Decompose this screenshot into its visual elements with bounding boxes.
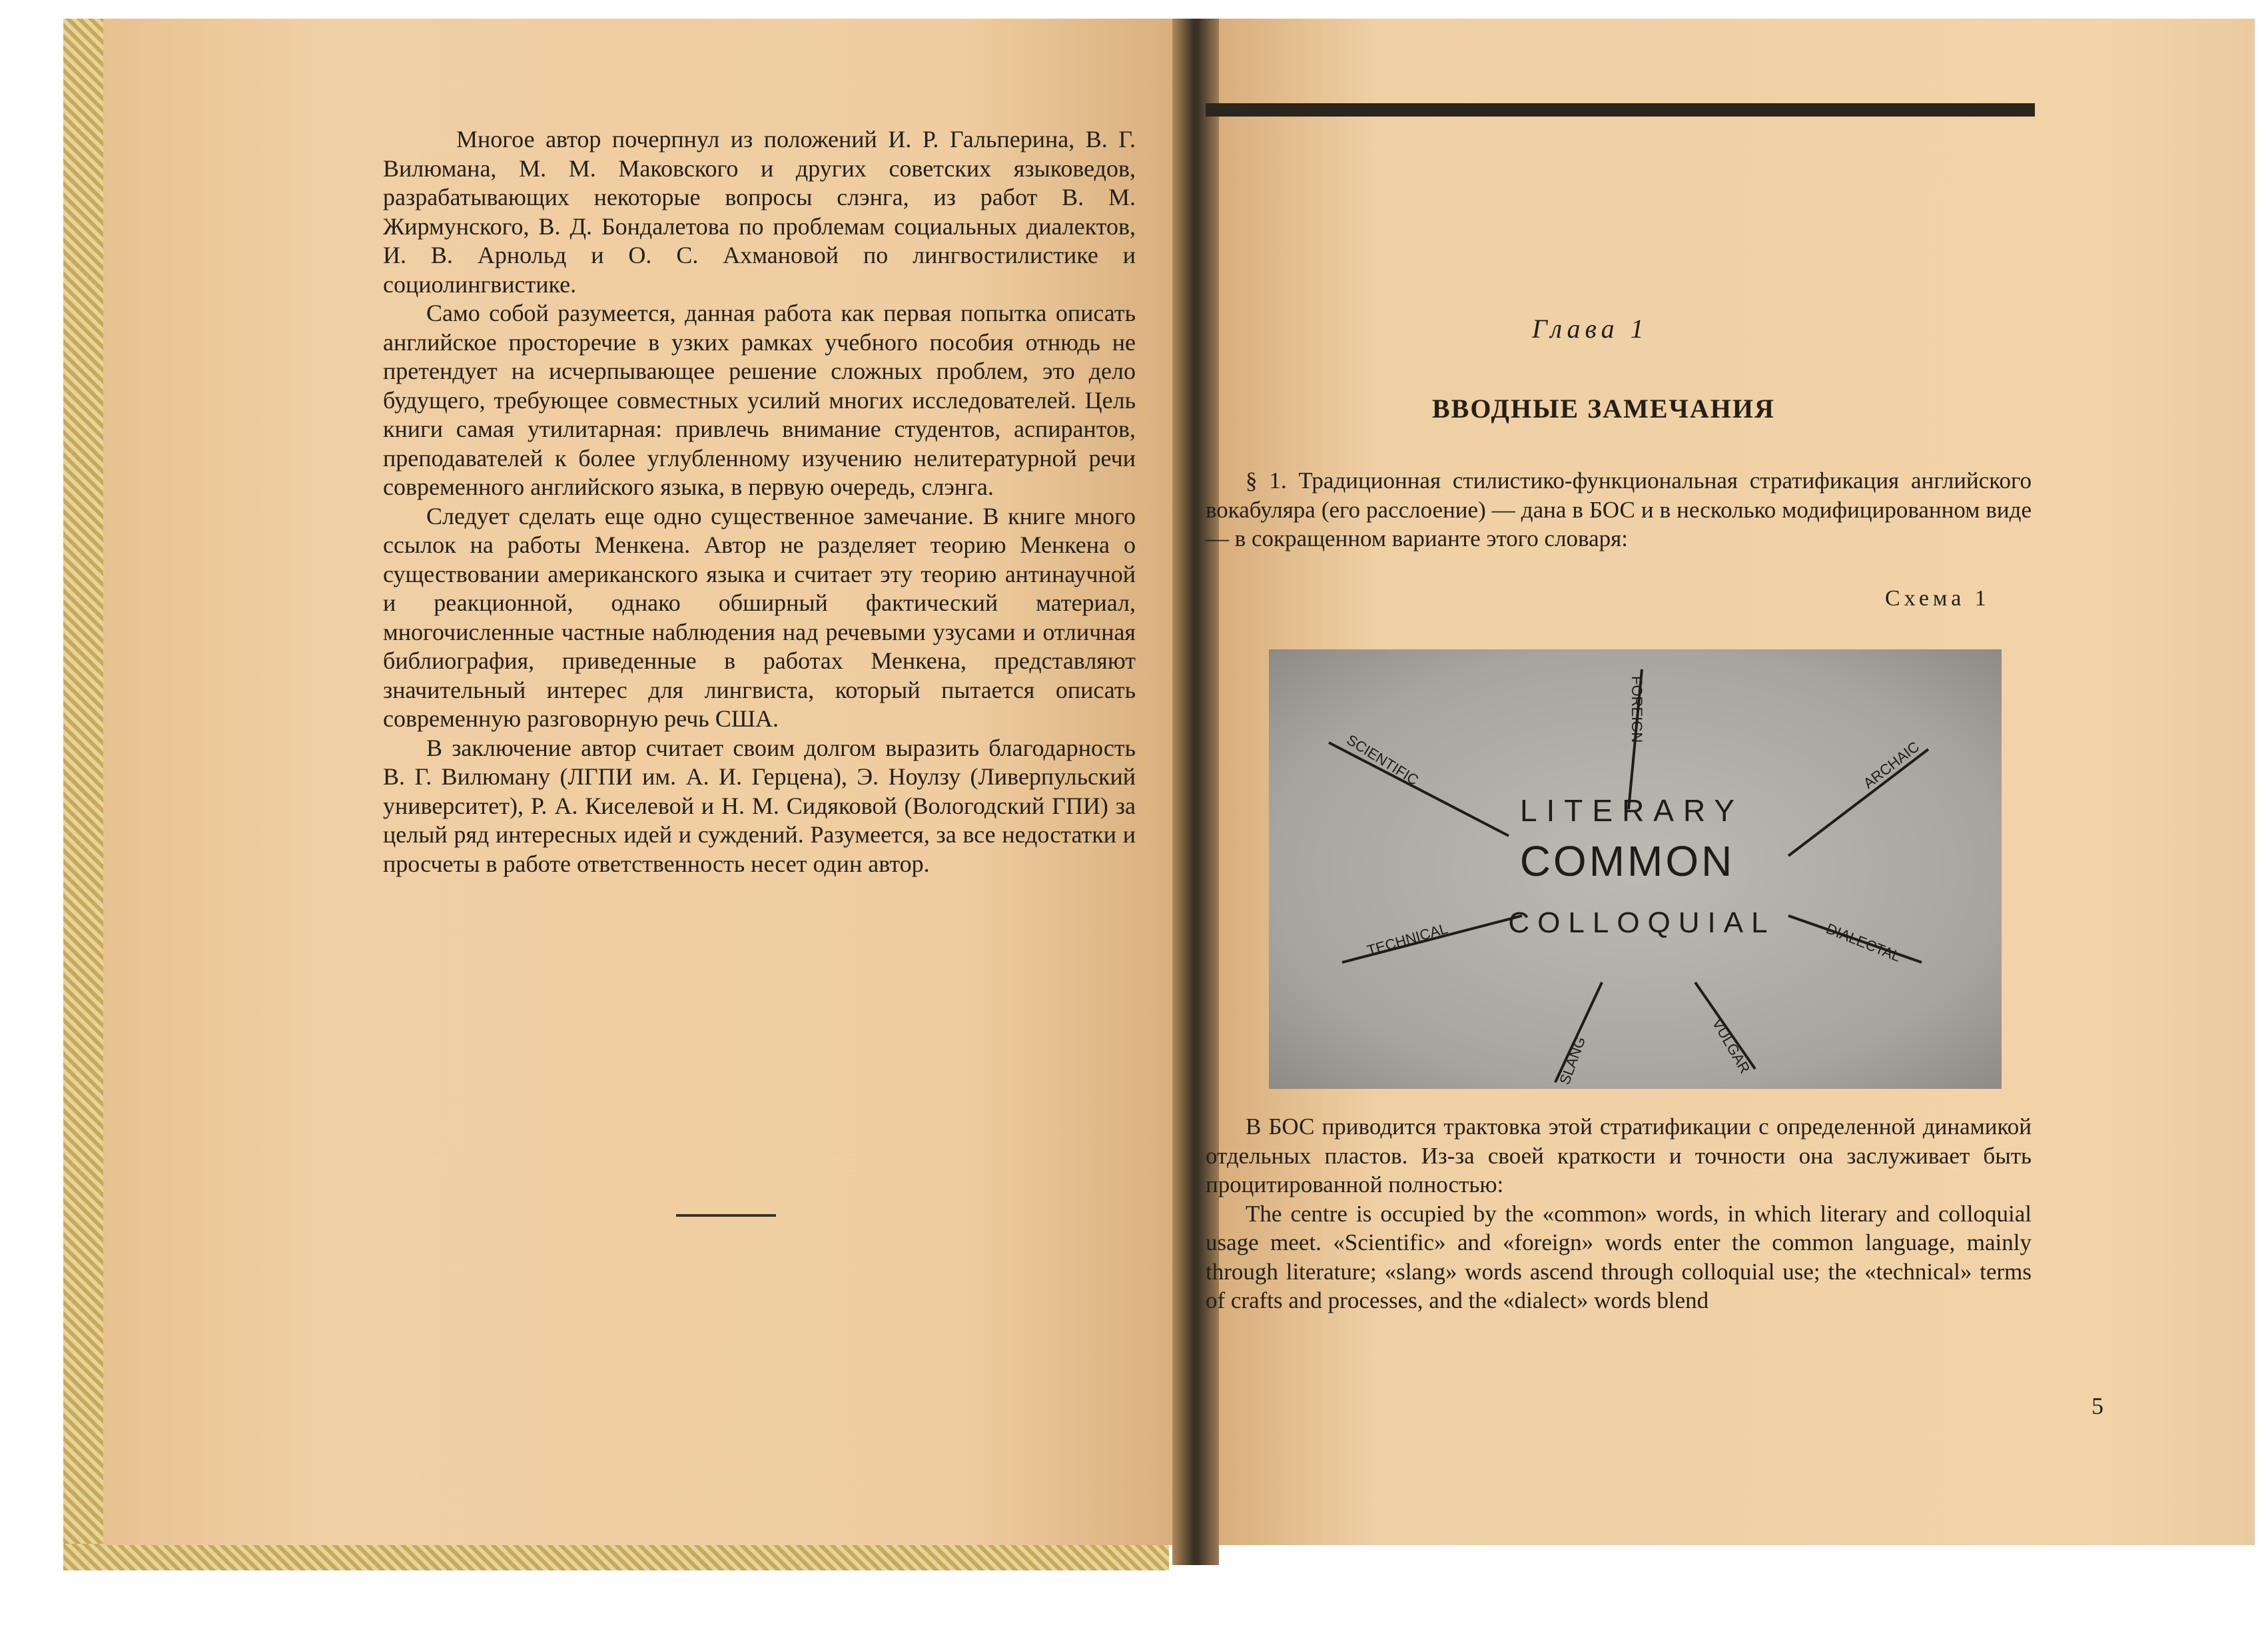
label-ray: VULGAR xyxy=(1708,1016,1754,1076)
label-ray: TECHNICAL xyxy=(1365,920,1450,959)
book-gutter xyxy=(1172,19,1219,1565)
header-rule xyxy=(1206,103,2035,117)
paragraph: Само собой разумеется, данная работа как первая попытка описать английское просторечие в узких рамках учебного пособия отнюдь не претендует на исчерпывающее решение сложных проблем, это дело будущего, требующее совместных усилий многих исследователей. Цель книги самая утилитарная: привлечь внимание студентов, аспирантов, преподавателей к более углубленному изучению нелитературной речи современного английского языка, в первую очередь, слэнга. xyxy=(383,300,1136,500)
stratification-diagram xyxy=(1269,649,2002,1089)
paragraph: Многое автор почерпнул из положений И. Р. Гальперина, В. Г. Вилюмана, М. М. Маковского и других советских языковедов, разрабатывающих некоторые вопросы слэнга, из работ В. М. Жирмунского, В. Д. Бондалетова по проблемам социальных диалектов, И. В. Арнольд и О. С. Ахмановой по лингвостилистике и социолингвистике. xyxy=(383,126,1136,298)
chapter-heading: ВВОДНЫЕ ЗАМЕЧАНИЯ xyxy=(1432,394,1775,424)
chapter-title: Глава 1 xyxy=(1532,314,1649,344)
paragraph: § 1. Традиционная стилистико-функциональная стратификация английского вокабуляра (его расслоение) — дана в БОС и в несколько модифицированном виде — в сокращенном варианте этого словаря: xyxy=(1206,468,2032,551)
label-center: COMMON xyxy=(1519,837,1735,885)
intro-text xyxy=(1206,466,2032,553)
body-text xyxy=(1206,1112,2032,1315)
label-upper: LITERARY xyxy=(1519,793,1744,828)
label-lower: COLLOQUIAL xyxy=(1508,906,1776,939)
left-page-text xyxy=(383,125,1136,878)
paragraph: The centre is occupied by the «common» words, in which literary and colloquial usage meet. «Scientific» and «foreign» words enter the common language, mainly through literature; «slang» words ascend through colloquial use; the «technical» terms of crafts and processes, and the «dialect» words blend xyxy=(1206,1200,2032,1313)
ray-scientific xyxy=(1329,743,1509,836)
paragraph: В БОС приводится трактовка этой стратификации с определенной динамикой отдельных пластов. Из-за своей краткости и точности она заслуживает быть процитированной полностью: xyxy=(1206,1114,2032,1197)
ray-archaic xyxy=(1788,749,1928,856)
left-page xyxy=(103,19,1172,1545)
page-number: 5 xyxy=(2091,1393,2103,1419)
section-end-rule xyxy=(676,1214,776,1217)
label-ray: ARCHAIC xyxy=(1860,738,1923,792)
label-ray: DIALECTAL xyxy=(1824,920,1904,965)
label-ray: SLANG xyxy=(1556,1034,1589,1087)
cover-edge xyxy=(63,19,105,1565)
paragraph: В заключение автор считает своим долгом выразить благодарность В. Г. Вилюману (ЛГПИ им. А. И. Герцена), Э. Ноулзу (Ливерпульский университет), Р. А. Киселевой и Н. М. Сидяковой (Вологодский ГПИ) за целый ряд интересных идей и суждений. Разумеется, за все недостатки и просчеты в работе ответственность несет один автор. xyxy=(383,734,1136,877)
label-ray: FOREIGN xyxy=(1629,676,1645,743)
schema-label: Схема 1 xyxy=(1885,586,1990,611)
paragraph: Следует сделать еще одно существенное замечание. В книге много ссылок на работы Менкена. Автор не разделяет теорию Менкена о существовании американского языка и считает эту теорию антинаучной и реакционной, однако обширный фактический материал, многочисленные частные наблюдения над речевыми узусами и отличная библиография, приведенные в работах Менкена, представляют значительный интерес для лингвиста, который пытается описать современную разговорную речь США. xyxy=(383,502,1136,732)
diagram-svg xyxy=(1269,649,2002,1089)
cover-bottom-edge xyxy=(63,1544,1169,1570)
label-ray: SCIENTIFIC xyxy=(1343,731,1422,789)
